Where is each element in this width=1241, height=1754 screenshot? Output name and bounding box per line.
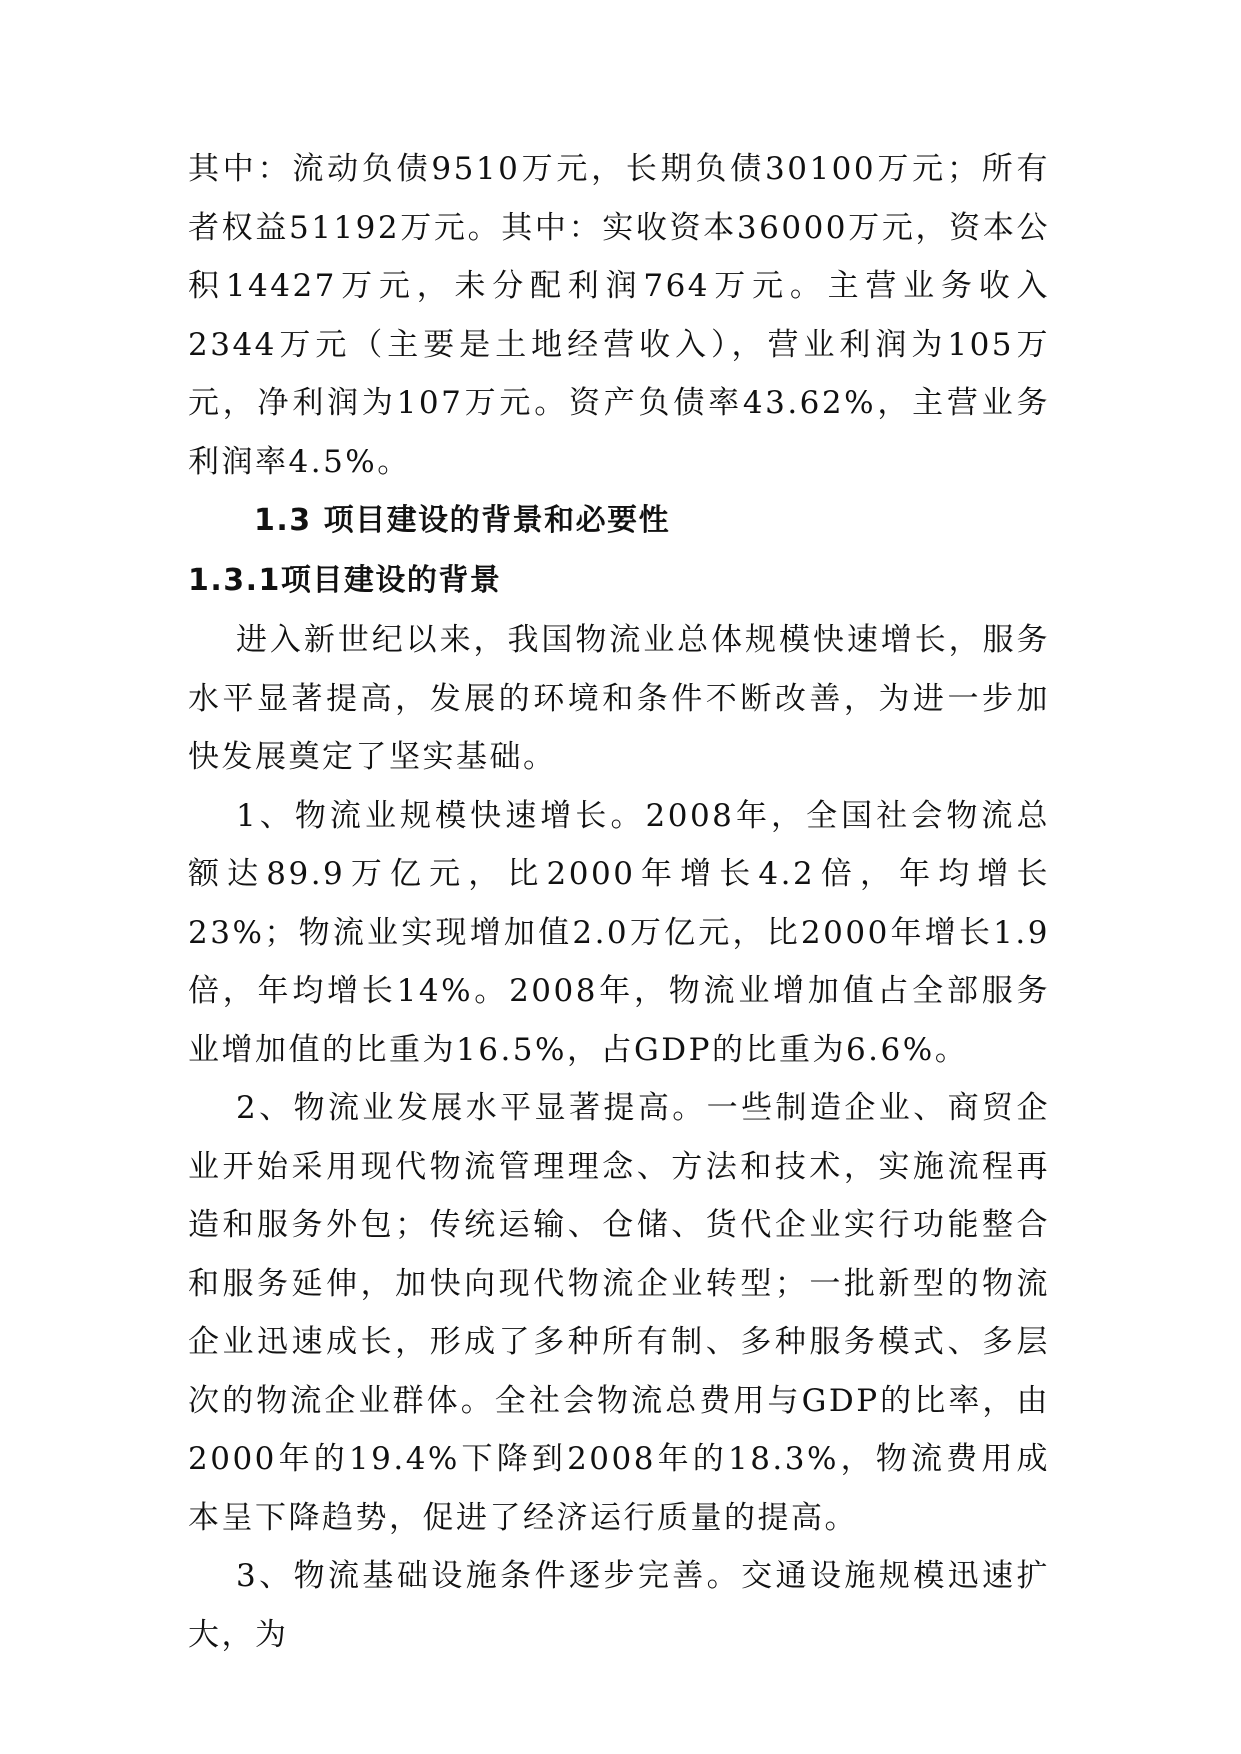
point-2-paragraph: 2、物流业发展水平显著提高。一些制造企业、商贸企业开始采用现代物流管理理念、方法和技术，实施流程再造和服务外包；传统运输、仓储、货代企业实行功能整合和服务延伸，加快向现代物流企业转型；一批新型的物流企业迅速成长，形成了多种所有制、多种服务模式、多层次的物流企业群体。全社会物流总费用与GDP的比率，由2000年的19.4%下降到2008年的18.3%，物流费用成本呈下降趋势，促进了经济运行质量的提高。 — [188, 1090, 1050, 1536]
background-paragraph: 进入新世纪以来，我国物流业总体规模快速增长，服务水平显著提高，发展的环境和条件不断改善，为进一步加快发展奠定了坚实基础。 — [188, 622, 1050, 775]
document-page — [188, 140, 1050, 1664]
subsection-heading: 1.3.1项目建设的背景 — [188, 563, 502, 598]
section-heading: 1.3 项目建设的背景和必要性 — [254, 503, 671, 538]
intro-paragraph: 其中：流动负债9510万元，长期负债30100万元；所有者权益51192万元。其中：实收资本36000万元，资本公积14427万元，未分配利润764万元。主营业务收入2344万元（主要是土地经营收入），营业利润为105万元，净利润为107万元。资产负债率43.62%，主营业务利润率4.5%。 — [188, 151, 1050, 480]
point-1-paragraph: 1、物流业规模快速增长。2008年，全国社会物流总额达89.9万亿元，比2000年增长4.2倍，年均增长23%；物流业实现增加值2.0万亿元，比2000年增长1.9倍，年均增长14%。2008年，物流业增加值占全部服务业增加值的比重为16.5%，占GDP的比重为6.6%。 — [188, 797, 1050, 1068]
point-3-paragraph: 3、物流基础设施条件逐步完善。交通设施规模迅速扩大，为 — [188, 1558, 1050, 1653]
